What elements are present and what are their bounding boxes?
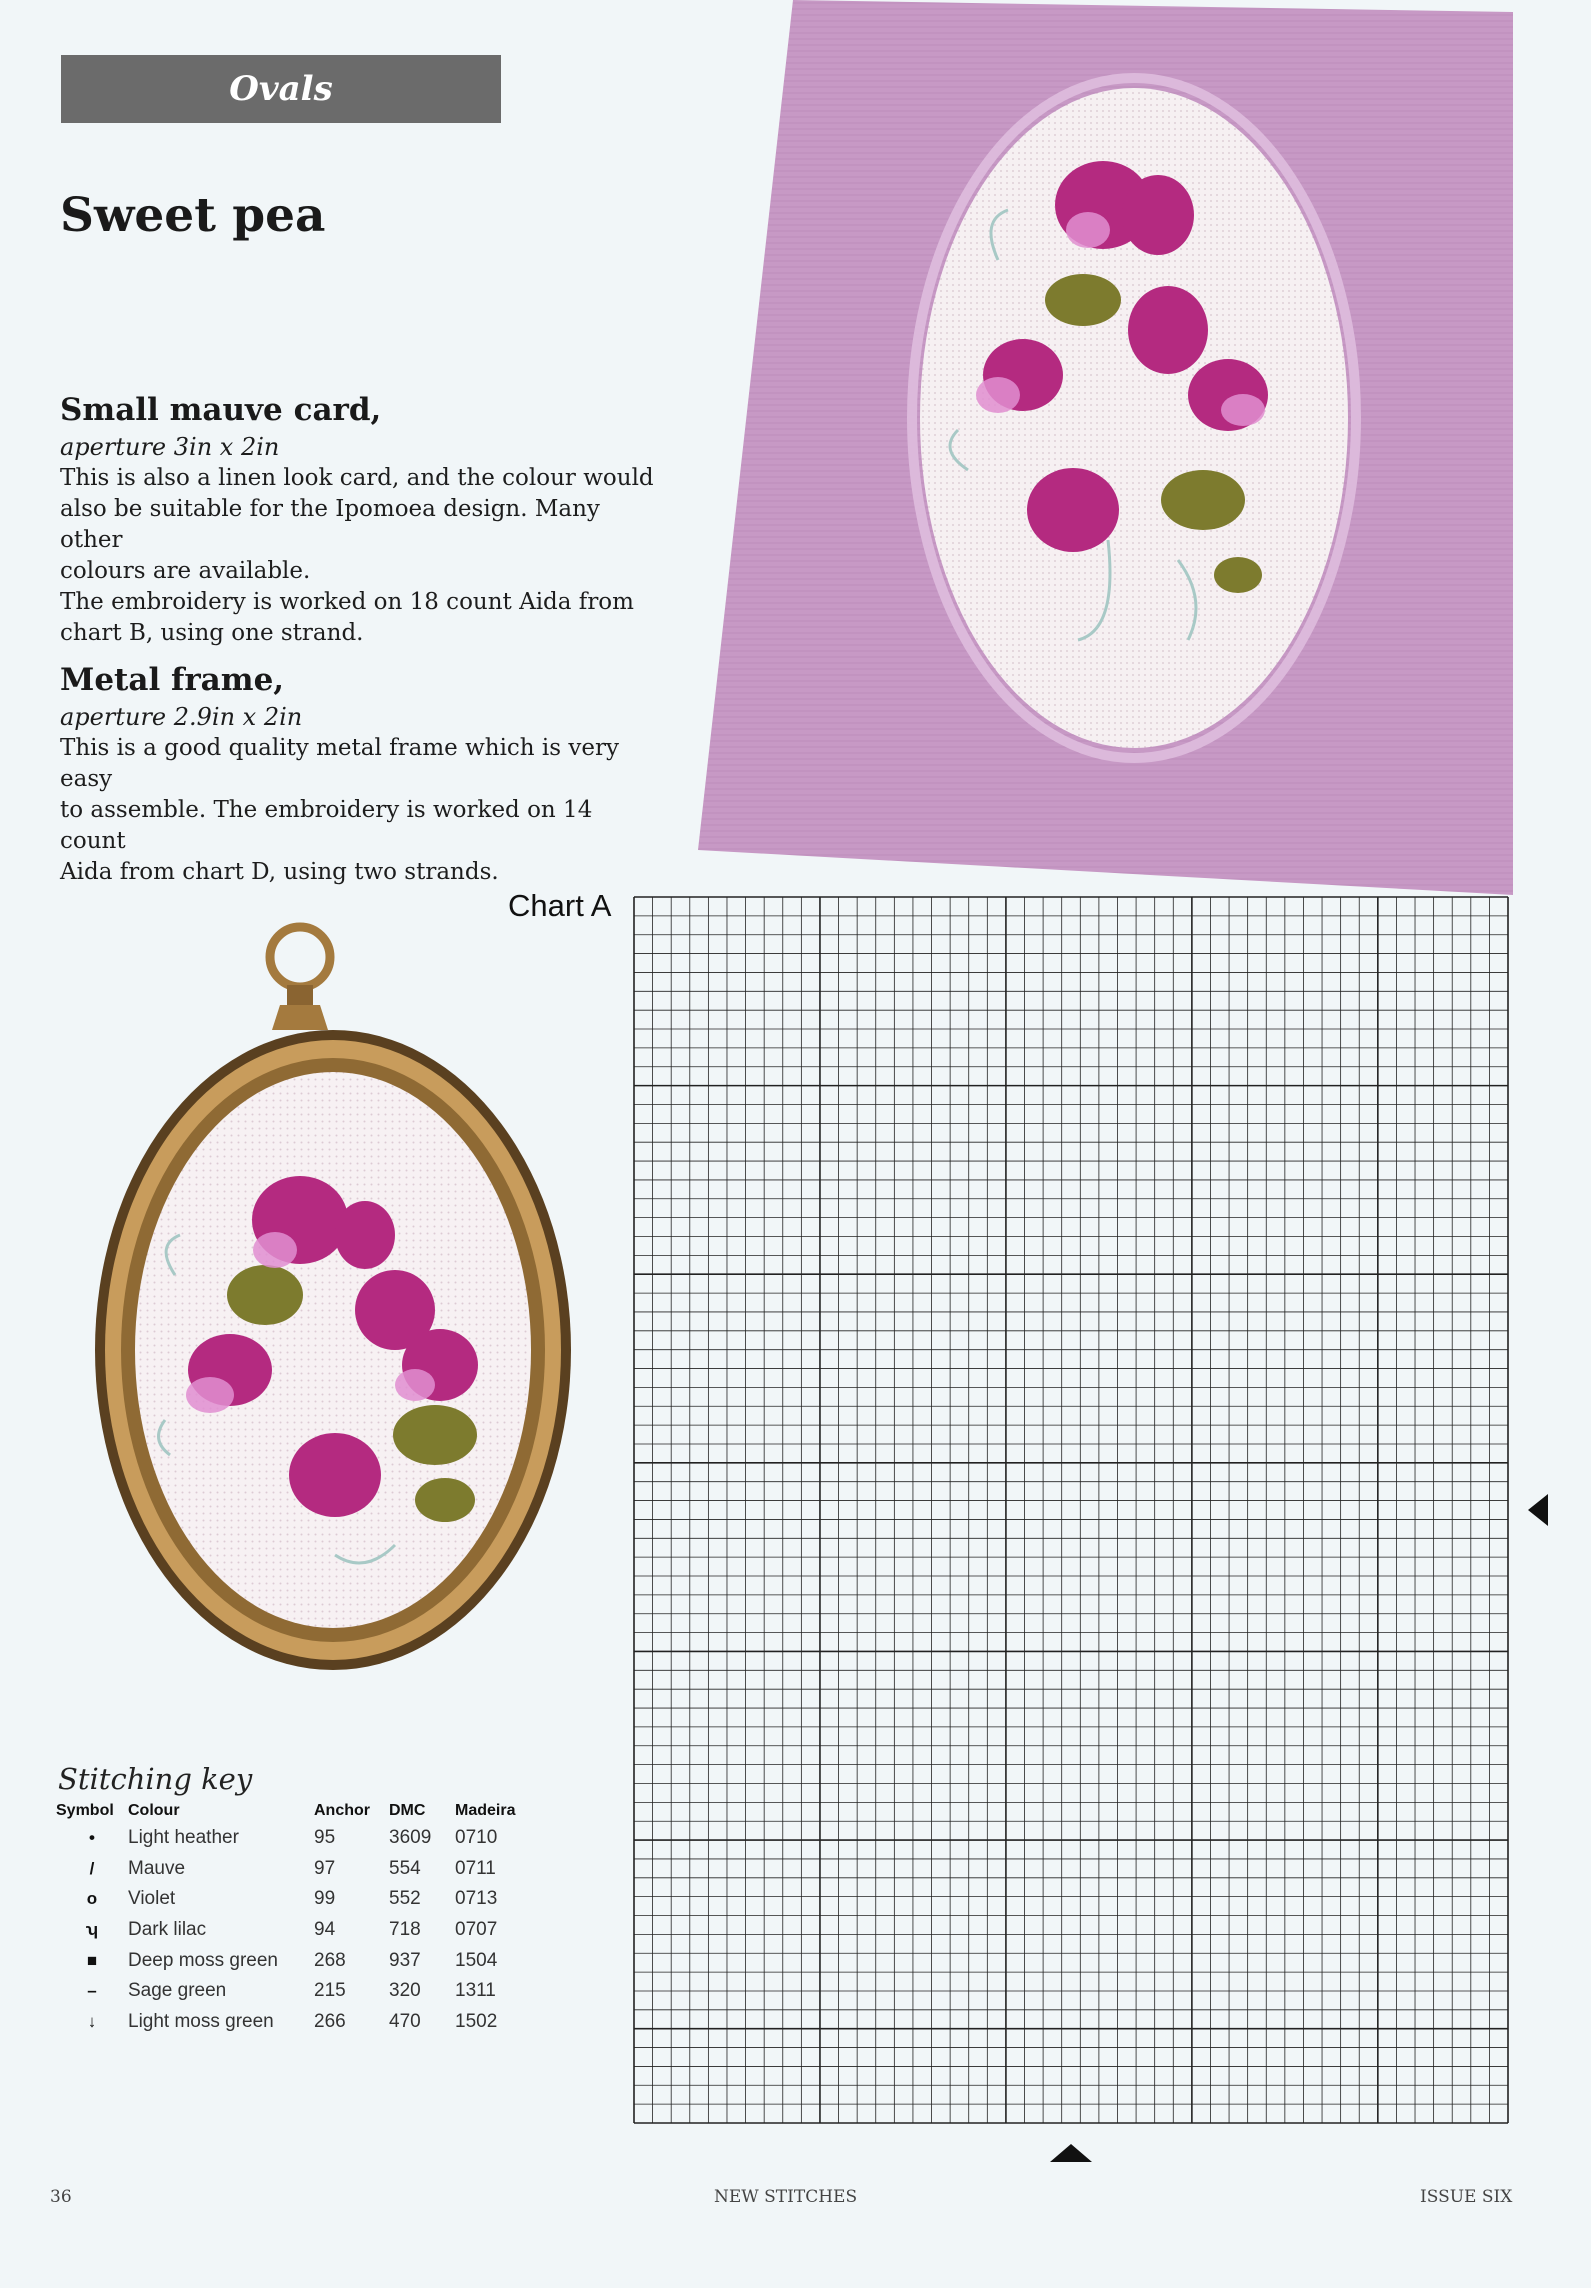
key-colour: Deep moss green	[128, 1949, 278, 1971]
key-madeira: 0711	[455, 1857, 496, 1879]
key-anchor: 97	[314, 1857, 336, 1879]
item-metal-frame	[60, 662, 660, 888]
item-text-line: This is also a linen look card, and the colour would	[60, 465, 654, 491]
key-dmc: 470	[389, 2010, 421, 2032]
key-row	[56, 1976, 519, 2007]
key-colour: Light moss green	[128, 2010, 274, 2032]
publication-name: NEW STITCHES	[714, 2187, 858, 2207]
key-column-header: Madeira	[455, 1802, 516, 1819]
key-anchor: 99	[314, 1888, 336, 1910]
key-dmc: 3609	[389, 1827, 432, 1849]
key-column-header: DMC	[389, 1802, 426, 1819]
item-small-mauve-card	[60, 392, 660, 649]
key-anchor: 94	[314, 1919, 336, 1941]
item-text-line: This is a good quality metal frame which is very easy	[60, 735, 619, 792]
key-symbol: o	[86, 1889, 98, 1909]
key-madeira: 0713	[455, 1888, 498, 1910]
item-aperture: aperture 2.9in x 2in	[60, 703, 303, 731]
key-madeira: 0707	[455, 1919, 498, 1941]
key-colour: Mauve	[128, 1857, 186, 1879]
key-symbol: ■	[86, 1950, 98, 1970]
key-row	[56, 2007, 519, 2038]
key-symbol: /	[89, 1858, 95, 1878]
section-tab: Ovals	[61, 55, 501, 123]
key-anchor: 95	[314, 1827, 336, 1849]
key-row	[56, 1854, 519, 1885]
chart-grid	[632, 895, 1510, 2125]
key-anchor: 215	[314, 1980, 346, 2002]
key-column-header: Colour	[128, 1802, 180, 1819]
key-symbol: ↓	[87, 2011, 97, 2031]
key-dmc: 554	[389, 1857, 421, 1879]
item-text-line: chart B, using one strand.	[60, 620, 364, 646]
chart-label: Chart A	[508, 888, 612, 923]
page-title: Sweet pea	[60, 188, 326, 243]
key-madeira: 1311	[455, 1980, 496, 2002]
key-row	[56, 1884, 519, 1915]
key-dmc: 552	[389, 1888, 421, 1910]
key-colour: Sage green	[128, 1980, 227, 2002]
key-symbol: ʮ	[85, 1920, 99, 1940]
key-dmc: 937	[389, 1949, 421, 1971]
item-text-line: Aida from chart D, using two strands.	[60, 859, 499, 885]
item-text-line: to assemble. The embroidery is worked on 14 count	[60, 797, 593, 854]
item-aperture: aperture 3in x 2in	[60, 433, 280, 461]
page-number: 36	[50, 2187, 72, 2207]
key-madeira: 1504	[455, 1949, 498, 1971]
key-row	[56, 1945, 519, 1976]
item-text-line: The embroidery is worked on 18 count Aida from	[60, 589, 634, 615]
key-colour: Light heather	[128, 1827, 239, 1849]
mauve-card-photo	[698, 0, 1513, 895]
key-madeira: 0710	[455, 1827, 498, 1849]
key-anchor: 266	[314, 2010, 346, 2032]
item-text-line: colours are available.	[60, 558, 311, 584]
key-row	[56, 1915, 519, 1946]
key-symbol: •	[89, 1828, 95, 1848]
key-column-header: Anchor	[314, 1802, 370, 1819]
key-madeira: 1502	[455, 2010, 498, 2032]
key-symbol: –	[87, 1981, 97, 2001]
stitching-key-heading: Stitching key	[58, 1762, 253, 1796]
chart-grid-lines	[634, 897, 1508, 2123]
item-heading: Small mauve card,	[60, 392, 382, 428]
metal-frame-photo	[95, 915, 595, 1695]
chart-center-marker-right	[1526, 1490, 1550, 1530]
item-text-line: also be suitable for the Ipomoea design. Many other	[60, 496, 600, 553]
key-dmc: 320	[389, 1980, 421, 2002]
key-column-header: Symbol	[56, 1802, 114, 1819]
key-row	[56, 1823, 519, 1854]
key-dmc: 718	[389, 1919, 421, 1941]
issue-label: ISSUE SIX	[1420, 2187, 1513, 2207]
item-heading: Metal frame,	[60, 662, 285, 698]
key-colour: Dark lilac	[128, 1919, 207, 1941]
key-colour: Violet	[128, 1888, 176, 1910]
chart-center-marker-bottom	[1048, 2142, 1094, 2164]
stitching-key-table	[56, 1800, 519, 2037]
key-anchor: 268	[314, 1949, 346, 1971]
